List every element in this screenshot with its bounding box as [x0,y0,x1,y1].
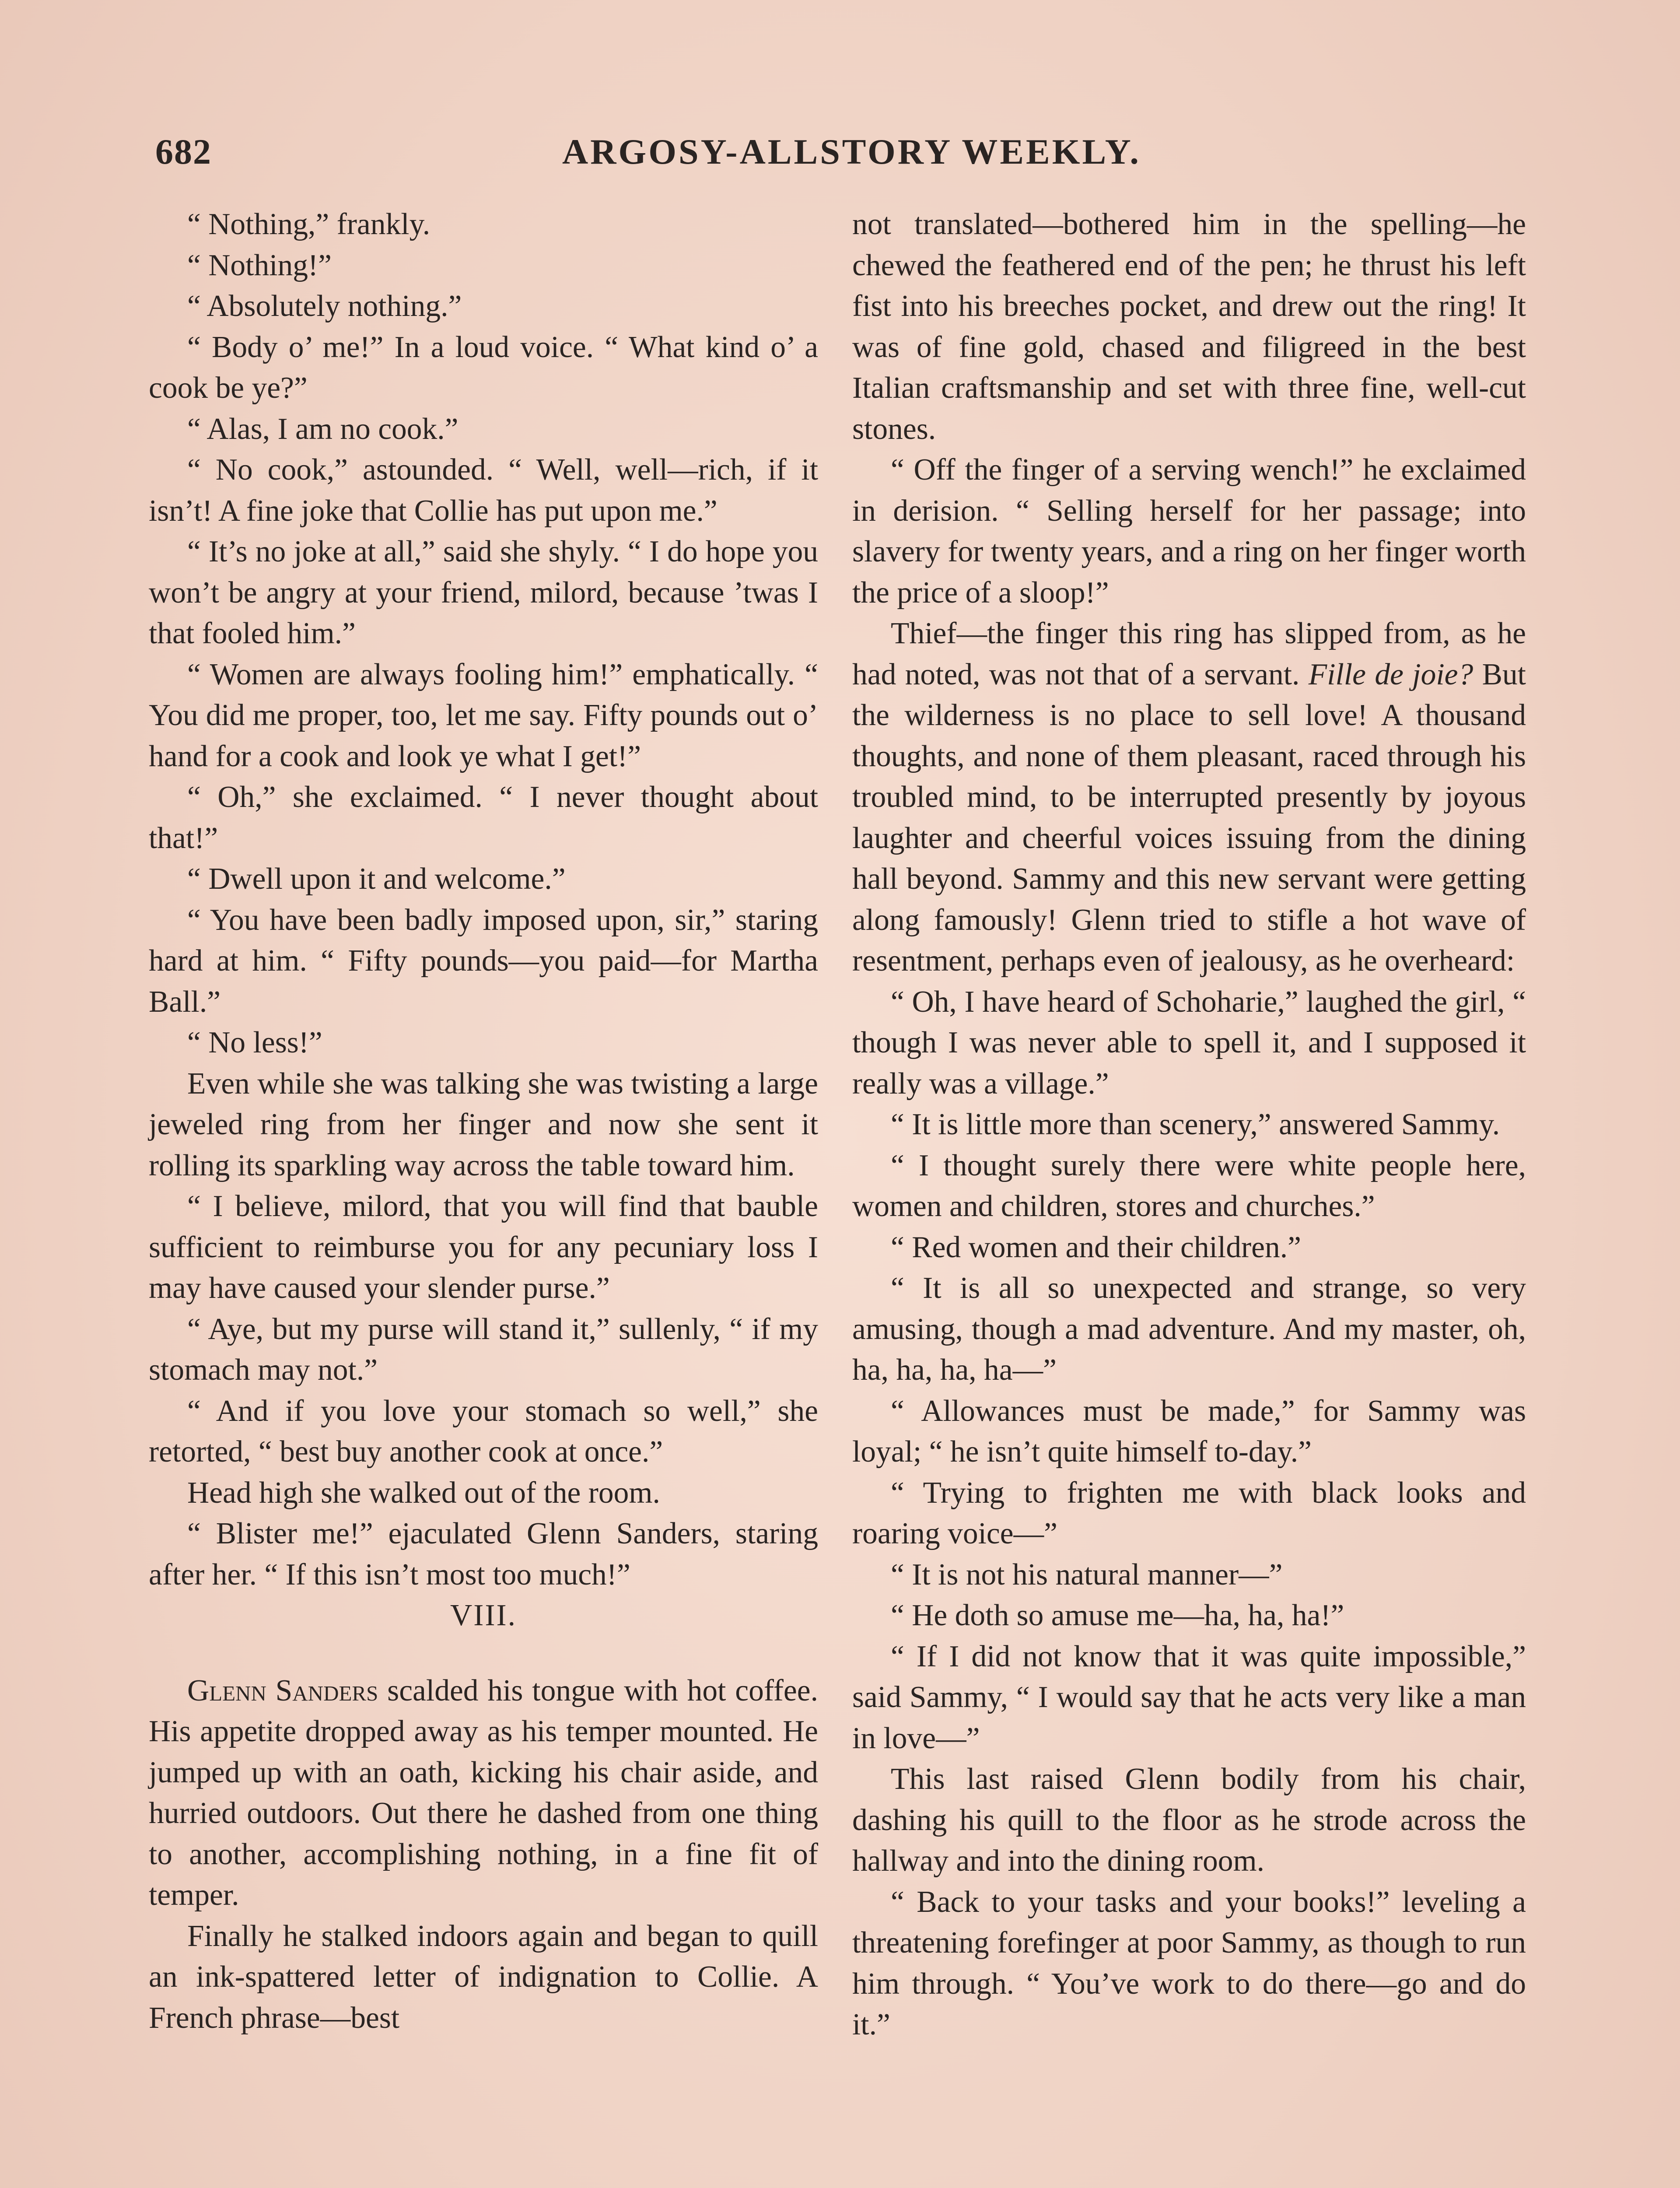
paragraph: Head high she walked out of the room. [187,1476,660,1510]
paragraph: “ And if you love your stomach so well,” she retorted, “ best buy another cook at once.” [149,1394,818,1469]
paragraph: “ Absolutely nothing.” [187,289,462,323]
paragraph: “ Body o’ me!” In a loud voice. “ What kind o’ a cook be ye?” [149,330,818,405]
paragraph: “ If I did not know that it was quite impossible,” said Sammy, “ I would say that he acts very like a man in love—” [852,1639,1526,1755]
paragraph: “ Back to your tasks and your books!” leveling a threatening forefinger at poor Sammy, as though to run him through. “ You’ve work to do there—go and do it.” [852,1885,1526,2041]
paragraph: “ Trying to frighten me with black looks and roaring voice—” [852,1476,1526,1550]
section-heading: VIII. [450,1599,517,1632]
left-column [149,204,818,2038]
paragraph: “ Off the finger of a serving wench!” he exclaimed in derision. “ Selling herself for her passage; into slavery for twenty years, and a ring on her finger worth the price of a sloop!” [852,453,1526,610]
paragraph: “ Dwell upon it and welcome.” [187,862,566,896]
paragraph: Finally he stalked indoors again and began to quill an ink-spattered letter of indignation to Collie. A French phrase—best [149,1919,818,2035]
paragraph: “ It’s no joke at all,” said she shyly. “ I do hope you won’t be angry at your friend, milord, because ’twas I that fooled him.” [149,535,818,650]
paragraph: This last raised Glenn bodily from his chair, dashing his quill to the floor as he strode across the hallway and into the dining room. [852,1762,1526,1878]
paragraph [852,613,1526,982]
page-number: 682 [155,132,212,172]
paragraph: “ It is not his natural manner—” [891,1557,1283,1592]
italic-phrase: Fille de joie? [1308,657,1474,691]
lead-text: scalded his tongue with hot coffee. His appetite dropped away as his temper mounted. He jumped up with an oath, kicking his chair aside, and hurried outdoors. Out there he dashed from one thing to another, accomplishing nothing, in a fine fit of temper. [149,1673,818,1912]
paragraph: “ Oh, I have heard of Schoharie,” laughed the girl, “ though I was never able to spell it, and I supposed it really was a village.” [852,985,1526,1101]
paragraph: “ Nothing,” frankly. [187,207,430,241]
section-lead-paragraph [149,1670,818,1916]
paragraph: “ I believe, milord, that you will find that bauble sufficient to reimburse you for any pecuniary loss I may have caused your slender purse.” [149,1189,818,1305]
paragraph: “ Aye, but my purse will stand it,” sullenly, “ if my stomach may not.” [149,1312,818,1387]
paragraph: “ It is all so unexpected and strange, so very amusing, though a mad adventure. And my master, oh, ha, ha, ha, ha—” [852,1271,1526,1387]
paragraph: “ No cook,” astounded. “ Well, well—rich, if it isn’t! A fine joke that Collie has put upon me.” [149,453,818,528]
paragraph: “ Oh,” she exclaimed. “ I never thought about that!” [149,780,818,855]
text-run: But the wilderness is no place to sell love! A thousand thoughts, and none of them pleasant, raced through his troubled mind, to be interrupted presently by joyous laughter and cheerful voices issuing from the dining hall beyond. Sammy and this new servant were getting along famously! Glenn tried to stifle a hot wave of resentment, perhaps even of jealousy, as he overheard: [852,657,1526,978]
paragraph: “ Nothing!” [187,248,332,282]
paragraph: “ It is little more than scenery,” answered Sammy. [891,1108,1500,1141]
text-run: Thief—the finger this ring has slipped from, as he had noted, was not that of a servant. [852,617,1526,691]
paragraph: “ Alas, I am no cook.” [187,412,458,446]
paragraph: “ Red women and their children.” [891,1230,1301,1264]
right-column [852,204,1526,2045]
continued-paragraph: not translated—bothered him in the spelling—he chewed the feathered end of the pen; he thrust his left fist into his breeches pocket, and drew out the ring! It was of fine gold, chased and filigreed in the best Italian craftsmanship and set with three fine, well-cut stones. [852,207,1526,446]
running-head: ARGOSY-ALLSTORY WEEKLY. [562,132,1141,172]
paragraph: “ I thought surely there were white people here, women and children, stores and churches.” [852,1148,1526,1223]
paragraph: “ No less!” [187,1026,322,1059]
paragraph: “ He doth so amuse me—ha, ha, ha!” [891,1599,1344,1632]
paragraph: “ Blister me!” ejaculated Glenn Sanders, staring after her. “ If this isn’t most too much!” [149,1517,818,1592]
paragraph: “ Women are always fooling him!” emphatically. “ You did me proper, too, let me say. Fifty pounds out o’ hand for a cook and look ye what I get!” [149,657,818,773]
paragraph: Even while she was talking she was twisting a large jeweled ring from her finger and now she sent it rolling its sparkling way across the table toward him. [149,1066,818,1182]
paragraph: “ You have been badly imposed upon, sir,” staring hard at him. “ Fifty pounds—you paid—for Martha Ball.” [149,903,818,1019]
paragraph: “ Allowances must be made,” for Sammy was loyal; “ he isn’t quite himself to-day.” [852,1394,1526,1469]
lead-smallcaps: Glenn Sanders [187,1673,378,1708]
page-header [155,128,1533,176]
